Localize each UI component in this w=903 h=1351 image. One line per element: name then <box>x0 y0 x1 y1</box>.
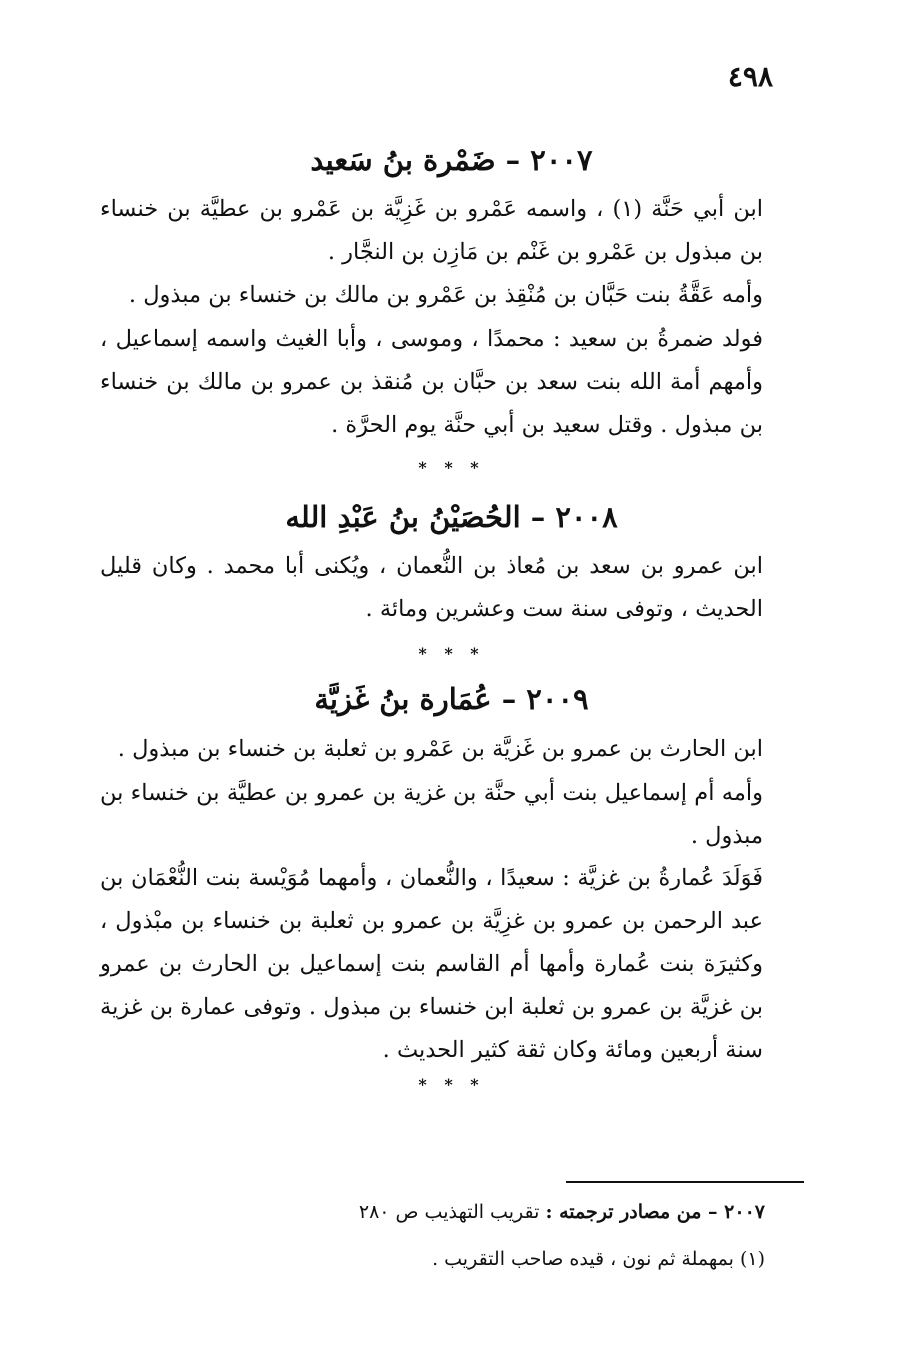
entry-2007-children: فولد ضمرةُ بن سعيد : محمدًا ، وموسى ، وأبا الغيث واسمه إسماعيل ، وأمهم أمة الله بنت سعد بن حبَّان بن مُنقذ بن عمرو بن مالك بن خنساء بن مبذول . وقتل سعيد بن أبي حنَّة يوم الحرَّة . <box>100 326 763 438</box>
section-separator: * * * <box>418 458 485 477</box>
footnote-sources <box>100 1197 765 1227</box>
entry-2007-mother: وأمه عَقَّةُ بنت حَبَّان بن مُنْقِذ بن عَمْرو بن مالك بن خنساء بن مبذول . <box>128 282 763 308</box>
page-number: ٤٩٨ <box>727 60 773 93</box>
entry-2009-mother: وأمه أم إسماعيل بنت أبي حنَّة بن غزية بن عمرو بن عطيَّة بن خنساء بن مبذول . <box>100 780 763 849</box>
footnote-1: (١) بمهملة ثم نون ، قيده صاحب التقريب . <box>432 1248 765 1270</box>
entry-title-2009: ٢٠٠٩ – عُمَارة بنُ غَزيَّة <box>314 682 589 716</box>
entry-title-2008: ٢٠٠٨ – الحُصَيْنُ بنُ عَبْدِ الله <box>285 500 618 534</box>
section-separator: * * * <box>418 644 485 663</box>
entry-title-2007: ٢٠٠٧ – ضَمْرة بنُ سَعيد <box>310 143 593 177</box>
section-separator: * * * <box>418 1075 485 1094</box>
entry-2007-lineage: ابن أبي حَنَّة (١) ، واسمه عَمْرو بن غَزِيَّة بن عَمْرو بن عطيَّة بن خنساء بن مبذول بن عَمْرو بن غَنْم بن مَازِن بن النجَّار . <box>100 196 764 265</box>
entry-2009-children: فَوَلَدَ عُمارةُ بن غزيَّة : سعيدًا ، والنُّعمان ، وأمهما مُوَيْسة بنت النُّعْمَان بن عبد الرحمن بن عمرو بن غزِيَّة بن عمرو بن ثعلبة بن خنساء بن مبْذول ، وكثيرَة بنت عُمارة وأمها أم القاسم بنت إسماعيل بن الحارث بن عمرو بن غزيَّة بن عمرو بن ثعلبة ابن خنساء بن مبذول . وتوفى عمارة بن غزية سنة أربعين ومائة وكان ثقة كثير الحديث . <box>100 865 763 1063</box>
entry-2009-lineage: ابن الحارث بن عمرو بن غَزيَّة بن عَمْرو بن ثعلبة بن خنساء بن مبذول . <box>117 736 763 762</box>
footnote-sources-text: تقريب التهذيب ص ٢٨٠ <box>358 1201 540 1223</box>
footnote-sources-lead: ٢٠٠٧ – من مصادر ترجمته : <box>545 1201 765 1223</box>
entry-2008-bio: ابن عمرو بن سعد بن مُعاذ بن النُّعمان ، ويُكنى أبا محمد . وكان قليل الحديث ، وتوفى سنة ست وعشرين ومائة . <box>100 553 763 622</box>
footnote-rule <box>566 1181 804 1183</box>
